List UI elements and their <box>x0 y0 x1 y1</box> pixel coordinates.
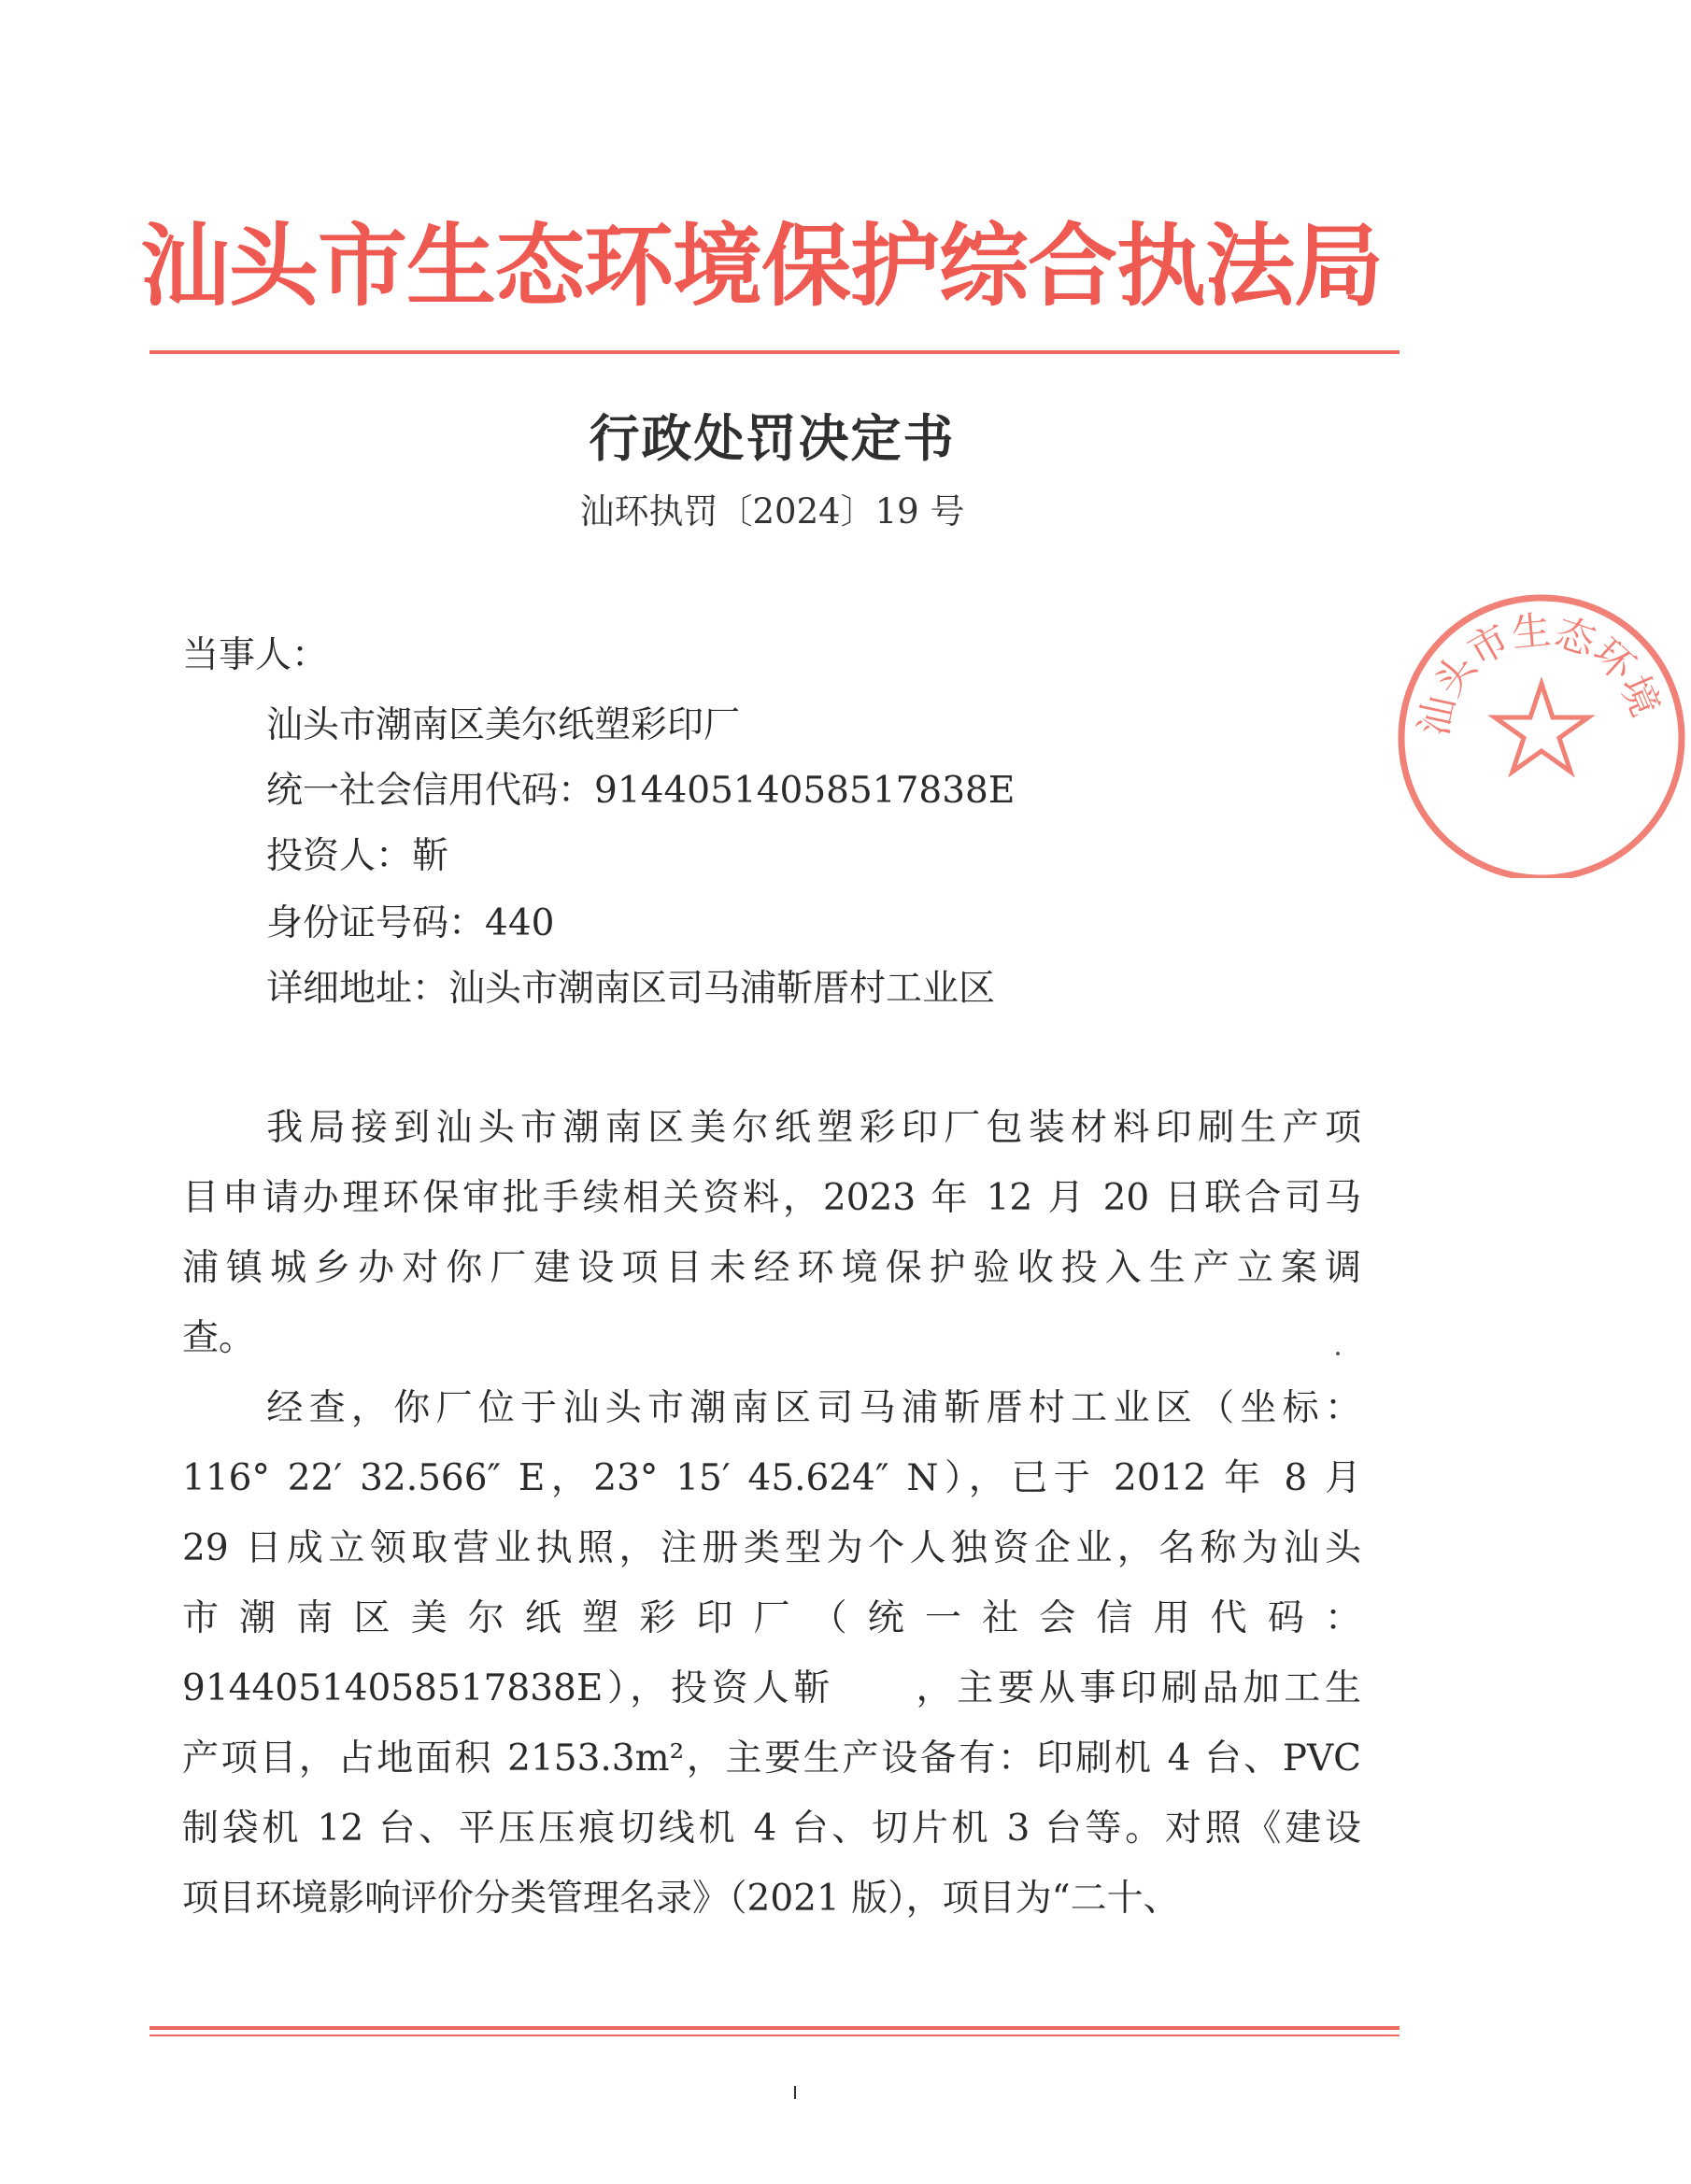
paragraph-line: 目申请办理环保审批手续相关资料，2023 年 12 月 20 日联合司马 <box>182 1177 1361 1219</box>
party-id-number: 身份证号码：440 <box>266 902 555 944</box>
paragraph-line: 浦镇城乡办对你厂建设项目未经环境保护验收投入生产立案调 <box>182 1247 1361 1289</box>
document-number: 汕环执罚〔2024〕19 号 <box>579 491 965 532</box>
paragraph-line: 经查，你厂位于汕头市潮南区司马浦靳厝村工业区（坐标： <box>261 1387 1361 1429</box>
paragraph-line: 市潮南区美尔纸塑彩印厂（统一社会信用代码： <box>182 1597 1361 1639</box>
party-credit-code: 统一社会信用代码：91440514058517838E <box>266 770 1016 812</box>
paragraph-line: 制袋机 12 台、平压压痕切线机 4 台、切片机 3 台等。对照《建设 <box>182 1808 1361 1850</box>
paragraph-line: 29 日成立领取营业执照，注册类型为个人独资企业，名称为汕头 <box>182 1527 1361 1569</box>
paragraph-line: 91440514058517838E），投资人靳 ，主要从事印刷品加工生 <box>182 1667 1361 1709</box>
party-address: 详细地址：汕头市潮南区司马浦靳厝村工业区 <box>266 968 996 1010</box>
paragraph-case-filing <box>182 1093 1361 1373</box>
paragraph-line: 116° 22′ 32.566″ E，23° 15′ 45.624″ N），已于 2012 年 8 月 <box>182 1457 1361 1499</box>
footer-red-rule <box>149 2026 1400 2030</box>
header-red-rule <box>149 350 1400 354</box>
paragraph-investigation <box>182 1373 1361 1934</box>
official-seal-stamp <box>1392 579 1691 878</box>
footer-red-rule-lower <box>149 2035 1400 2036</box>
paragraph-line: 我局接到汕头市潮南区美尔纸塑彩印厂包装材料印刷生产项 <box>261 1107 1361 1149</box>
party-name: 汕头市潮南区美尔纸塑彩印厂 <box>266 704 741 746</box>
party-investor: 投资人：靳 <box>266 835 449 877</box>
paragraph-line: 查。 <box>182 1317 256 1359</box>
document-title: 行政处罚决定书 <box>589 409 956 468</box>
paragraph-line: 产项目，占地面积 2153.3m²，主要生产设备有：印刷机 4 台、PVC <box>182 1737 1361 1780</box>
party-label: 当事人： <box>182 634 329 676</box>
page-center-mark <box>794 2086 796 2099</box>
agency-header: 汕头市生态环境保护综合执法局 <box>140 213 1383 319</box>
svg-text:汕头市生态环境: 汕头市生态环境 <box>1410 606 1670 740</box>
paragraph-line: 项目环境影响评价分类管理名录》（2021 版），项目为“二十、 <box>182 1878 1180 1920</box>
speck-mark <box>1336 1352 1340 1355</box>
